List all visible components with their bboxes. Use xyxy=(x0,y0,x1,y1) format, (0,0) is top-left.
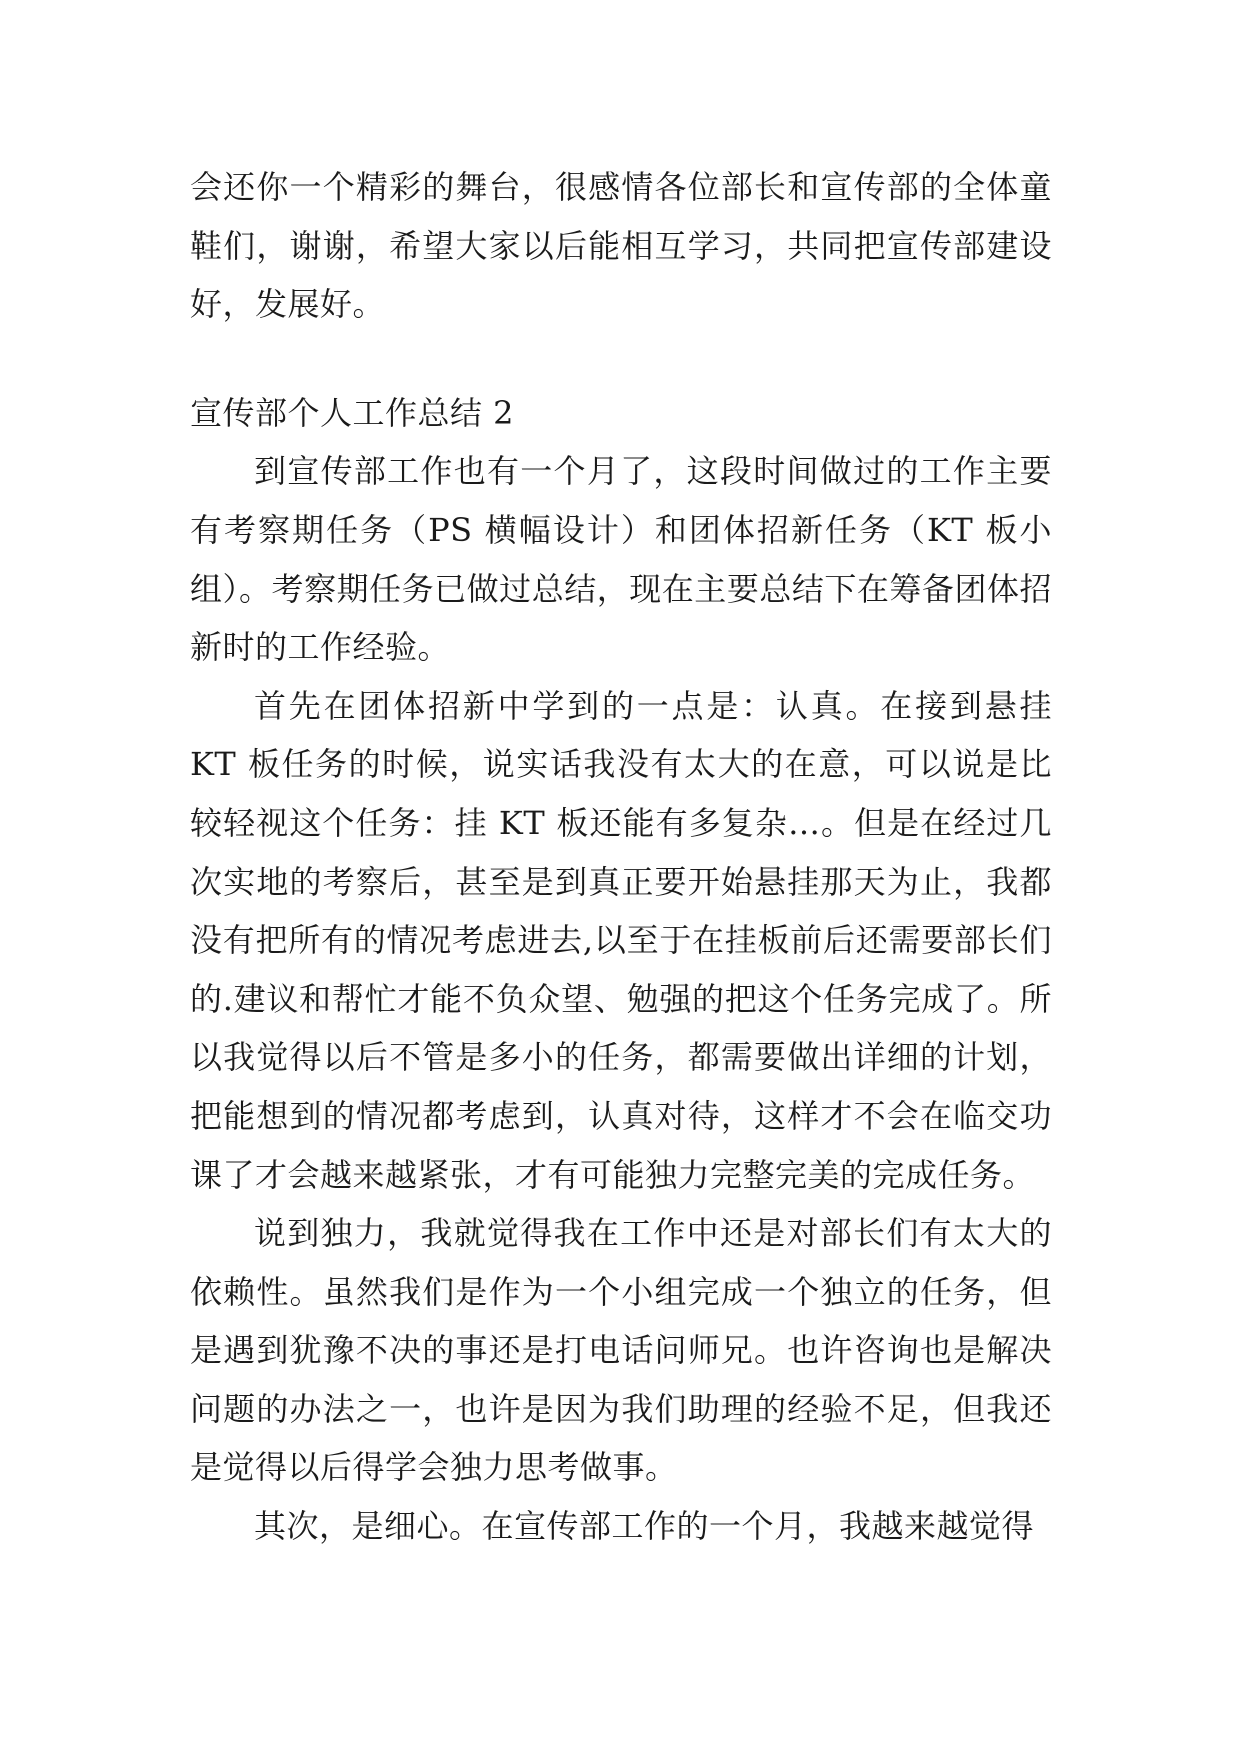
paragraph-3: 说到独力，我就觉得我在工作中还是对部长们有太大的依赖性。虽然我们是作为一个小组完成一个独立的任务，但是遇到犹豫不决的事还是打电话问师兄。也许咨询也是解决问题的办法之一，也许是因为我们助理的经验不足，但我还是觉得以后得学会独力思考做事。 xyxy=(190,1214,1052,1487)
paragraph-1: 到宣传部工作也有一个月了，这段时间做过的工作主要有考察期任务（PS 横幅设计）和团体招新任务（KT 板小组）。考察期任务已做过总结，现在主要总结下在筹备团体招新时的工作经验。 xyxy=(190,452,1052,667)
paragraph-2: 首先在团体招新中学到的一点是：认真。在接到悬挂 KT 板任务的时候，说实话我没有太大的在意，可以说是比较轻视这个任务：挂 KT 板还能有多复杂…。但是在经过几次实地的考察后，甚至是到真正要开始悬挂那天为止，我都没有把所有的情况考虑进去,以至于在挂板前后还需要部长们的.建议和帮忙才能不负众望、勉强的把这个任务完成了。所以我觉得以后不管是多小的任务，都需要做出详细的计划，把能想到的情况都考虑到，认真对待，这样才不会在临交功课了才会越来越紧张，才有可能独力完整完美的完成任务。 xyxy=(190,686,1052,1194)
paragraph-4: 其次，是细心。在宣传部工作的一个月，我越来越觉得 xyxy=(254,1507,1035,1546)
section-heading: 宣传部个人工作总结 2 xyxy=(190,393,515,432)
document-body xyxy=(190,158,1052,1556)
paragraph-continued: 会还你一个精彩的舞台，很感情各位部长和宣传部的全体童鞋们，谢谢，希望大家以后能相互学习，共同把宣传部建设好，发展好。 xyxy=(190,168,1052,324)
